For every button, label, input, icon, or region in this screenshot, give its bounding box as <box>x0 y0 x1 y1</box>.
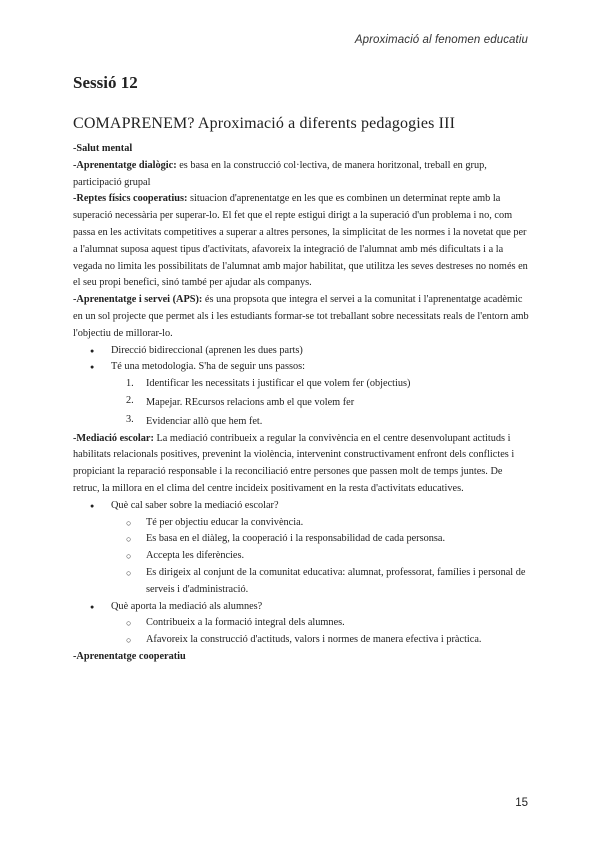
list-item: ● Direcció bidireccional (aprenen les dues parts) <box>73 343 529 360</box>
list-item: ○ Contribueix a la formació integral dels alumnes. <box>73 615 529 632</box>
step-number: 2. <box>126 394 134 406</box>
step-text: Identificar les necessitats i justificar el que volem fer (objectius) <box>146 378 411 390</box>
list-item <box>73 376 529 393</box>
mediacio-text: La mediació contribueix a regular la convivència en el centre desenvolupant actituds i habilitats relacionals positives, prevenint la violència, intervenint constructivament enfront dels conflictes i propiciant la reparació responsable i la reconciliació entre persones que passen molt de temps juntes. De retruc, la millora en el clima del centre incideix positivament en la resta d'activitats educatives. <box>73 432 515 494</box>
dialogic-text: es basa en la construcció col·lectiva, de manera horitzonal, treball en grup, participació grupal <box>73 159 487 188</box>
step-number: 1. <box>126 378 134 390</box>
page-title: COMAPRENEM? Aproximació a diferents pedagogies III <box>73 115 456 132</box>
reptes-term: -Reptes físics cooperatius: <box>73 193 188 205</box>
salut-mental-label: -Salut mental <box>73 143 133 154</box>
mediacio-q2 <box>73 599 529 616</box>
session-heading: Sessió 12 <box>73 73 138 92</box>
aps-text: és una propsota que integra el servei a la comunitat i l'aprenentatge acadèmic en un sol projecte que permet als i les estudiants formar-se tot treballant sobre necessitats reals de l'entorn amb l'objectiu de millorar-lo. <box>73 294 529 339</box>
aps-steps <box>73 376 529 430</box>
page-number: 15 <box>515 797 528 809</box>
list-item: ○ Es dirigeix al conjunt de la comunitat educativa: alumnat, professorat, famílies i personal de serveis i d'administració. <box>73 565 529 599</box>
aps-term: -Aprenentatge i servei (APS): <box>73 294 203 306</box>
list-item <box>73 393 529 412</box>
step-text: Mapejar. REcursos relacions amb el que volem fer <box>146 396 355 408</box>
list-item: ○ Accepta les diferències. <box>73 548 529 565</box>
subheading-cooperatiu <box>73 649 529 666</box>
reptes-text: situacion d'aprenentatge en les que es combinen un determinat repte amb la superació necessària per superar-lo. El fet que el repte estigui dirigt a la superació d'un problema i no, com passa en les activitats competitives a superar a altres persones, la simplicitat de les normes i la novetat que per a l'alumnat suposa aquest tipus d'activitats, afavoreix la integració de l'alumnat amb més dificultats i a la vegada no limita les possibilitats de l'alumnat amb major habilitat, que utilitza les seves destreses no només en el seu propi benefici, sinó també per ajudar als companys. <box>73 193 528 289</box>
dialogic-term: -Aprenentatge dialògic: <box>73 159 177 171</box>
list-item <box>73 412 529 431</box>
mediacio-q1 <box>73 498 529 515</box>
body-text <box>73 141 529 666</box>
cooperatiu-label: -Aprenentatge cooperatiu <box>73 650 186 662</box>
paragraph-mediacio <box>73 431 529 498</box>
mediacio-term: -Mediació escolar: <box>73 432 154 444</box>
list-item: ○ Té per objectiu educar la convivència. <box>73 515 529 532</box>
step-text: Evidenciar allò que hem fet. <box>146 415 263 427</box>
mediacio-q2-items <box>73 615 529 649</box>
aps-bullets <box>73 343 529 377</box>
mediacio-q1-items <box>73 515 529 599</box>
step-number: 3. <box>126 413 134 425</box>
list-item: ● Què cal saber sobre la mediació escolar? <box>73 498 529 515</box>
paragraph-dialogic <box>73 158 529 192</box>
list-item: ● Té una metodologia. S'ha de seguir uns passos: <box>73 359 529 376</box>
list-item: ○ Afavoreix la construcció d'actituds, valors i normes de manera efectiva i pràctica. <box>73 632 529 649</box>
page-content <box>73 72 529 666</box>
list-item: ● Què aporta la mediació als alumnes? <box>73 599 529 616</box>
paragraph-aps <box>73 292 529 342</box>
paragraph-reptes <box>73 191 529 292</box>
running-header: Aproximació al fenomen educatiu <box>354 34 528 46</box>
subheading-salut-mental <box>73 141 529 158</box>
list-item: ○ Es basa en el diàleg, la cooperació i la responsabilidad de cada personsa. <box>73 531 529 548</box>
